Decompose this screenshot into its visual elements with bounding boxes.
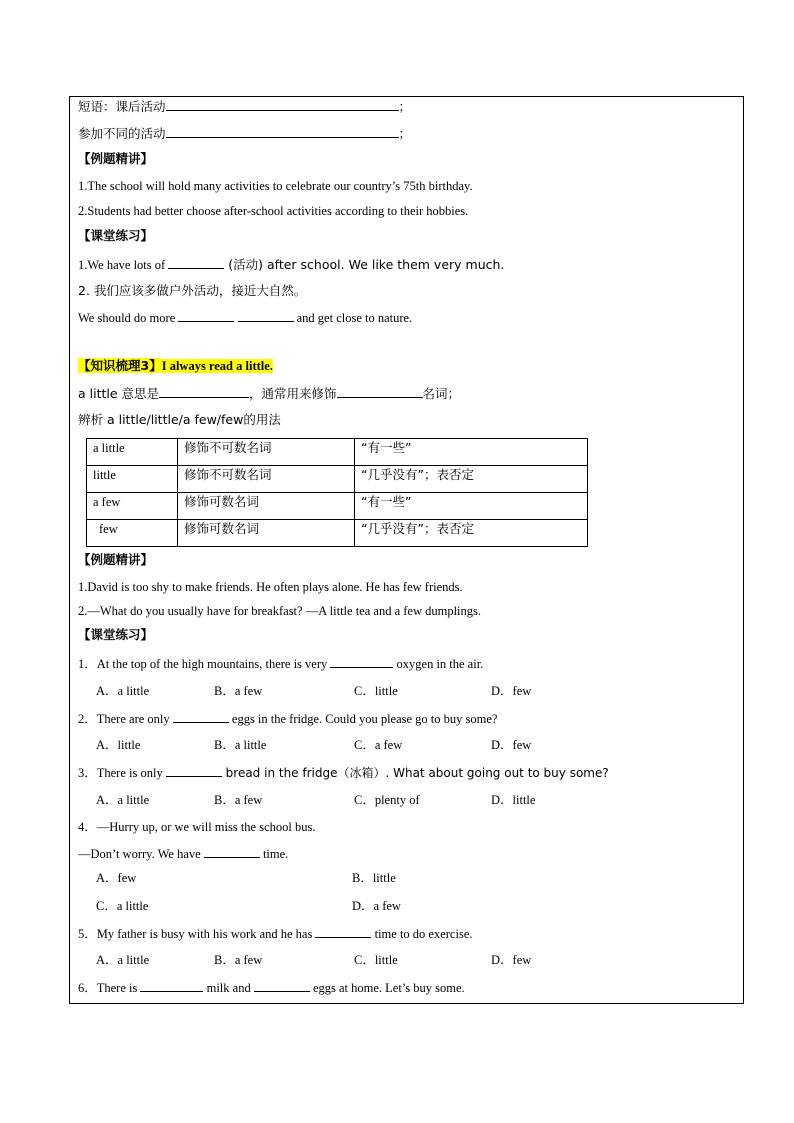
practice-heading-1: 【课堂练习】 [78,228,154,243]
practice-item-1: 1.We have lots of (活动) after school. We like them very much. [78,257,505,272]
answer-blank[interactable] [140,979,203,992]
question-5: 5．My father is busy with his work and he has time to do exercise. [78,927,473,941]
knowledge-3-compare: 辨析 a little/little/a few/few的用法 [78,412,281,427]
option-c[interactable]: C．a few [354,738,403,752]
table-cell-meaning: “几乎没有”；表否定 [355,466,588,493]
option-d[interactable]: D．few [491,953,532,967]
example-sentence-1: 1.The school will hold many activities to celebrate our country’s 75th birthday. [78,179,473,193]
option-b[interactable]: B．a few [214,684,263,698]
option-d[interactable]: D．few [491,684,532,698]
table-cell-meaning: “几乎没有”；表否定 [355,520,588,547]
option-b[interactable]: B．a few [214,793,263,807]
answer-blank[interactable] [173,710,229,723]
knowledge-3-heading: 【知识梳理3】I always read a little. [78,358,273,373]
option-a[interactable]: A．a little [96,953,150,967]
answer-blank[interactable] [204,845,260,858]
answer-blank[interactable] [178,309,234,322]
option-a[interactable]: A．few [96,871,137,885]
option-b[interactable]: B．little [352,871,396,885]
option-a[interactable]: A．little [96,738,141,752]
table-cell-use: 修饰可数名词 [178,520,355,547]
option-c[interactable]: C．little [354,953,398,967]
answer-blank[interactable] [337,385,423,398]
table-cell-meaning: “有一些” [355,439,588,466]
usage-table [86,438,588,547]
question-4: 4．—Hurry up, or we will miss the school bus. [78,820,316,834]
practice-item-2-answer: We should do more and get close to nature. [78,311,413,325]
question-2: 2．There are only eggs in the fridge. Could you please go to buy some? [78,712,498,726]
option-d[interactable]: D．a few [352,899,401,913]
table-row [87,439,588,466]
table-cell-word: a little [87,439,178,466]
example-sentence-3: 1.David is too shy to make friends. He often plays alone. He has few friends. [78,580,463,594]
option-c[interactable]: C．little [354,684,398,698]
question-3: 3．There is only bread in the fridge（冰箱）. What about going out to buy some? [78,766,609,780]
answer-blank[interactable] [166,764,222,777]
phrase-line-1: 短语：课后活动 ； [78,99,412,114]
table-cell-meaning: “有一些” [355,493,588,520]
table-row [87,493,588,520]
practice-item-2: 2. 我们应该多做户外活动，接近大自然。 [78,283,307,298]
option-d[interactable]: D．little [491,793,536,807]
table-cell-word: few [87,520,178,547]
answer-blank[interactable] [166,125,399,138]
answer-blank[interactable] [254,979,310,992]
phrase-line-2: 参加不同的活动 ； [78,126,412,141]
answer-blank[interactable] [166,98,399,111]
table-cell-use: 修饰不可数名词 [178,466,355,493]
option-c[interactable]: C．a little [96,899,149,913]
answer-blank[interactable] [168,256,224,269]
example-heading-2: 【例题精讲】 [78,552,154,567]
table-cell-word: little [87,466,178,493]
question-1: 1．At the top of the high mountains, there is very oxygen in the air. [78,657,484,671]
option-b[interactable]: B．a few [214,953,263,967]
example-sentence-4: 2.—What do you usually have for breakfast? —A little tea and a few dumplings. [78,604,482,618]
question-6: 6．There is milk and eggs at home. Let’s buy some. [78,981,465,995]
option-c[interactable]: C．plenty of [354,793,420,807]
phrase-label-1: 短语：课后活动 [78,99,166,114]
table-row [87,466,588,493]
example-heading-1: 【例题精讲】 [78,151,154,166]
table-cell-use: 修饰不可数名词 [178,439,355,466]
option-d[interactable]: D．few [491,738,532,752]
question-4-reply: —Don’t worry. We have time. [78,847,289,861]
option-a[interactable]: A．a little [96,793,150,807]
option-b[interactable]: B．a little [214,738,267,752]
answer-blank[interactable] [159,385,249,398]
answer-blank[interactable] [315,925,371,938]
phrase-label-2: 参加不同的活动 [78,126,166,141]
practice-heading-2: 【课堂练习】 [78,627,154,642]
table-cell-use: 修饰可数名词 [178,493,355,520]
table-row [87,520,588,547]
option-a[interactable]: A．a little [96,684,150,698]
content-frame [69,96,744,1004]
example-sentence-2: 2.Students had better choose after-school activities according to their hobbies. [78,204,469,218]
answer-blank[interactable] [330,655,393,668]
table-cell-word: a few [87,493,178,520]
knowledge-3-definition: a little 意思是 ，通常用来修饰 名词； [78,386,461,401]
answer-blank[interactable] [238,309,294,322]
